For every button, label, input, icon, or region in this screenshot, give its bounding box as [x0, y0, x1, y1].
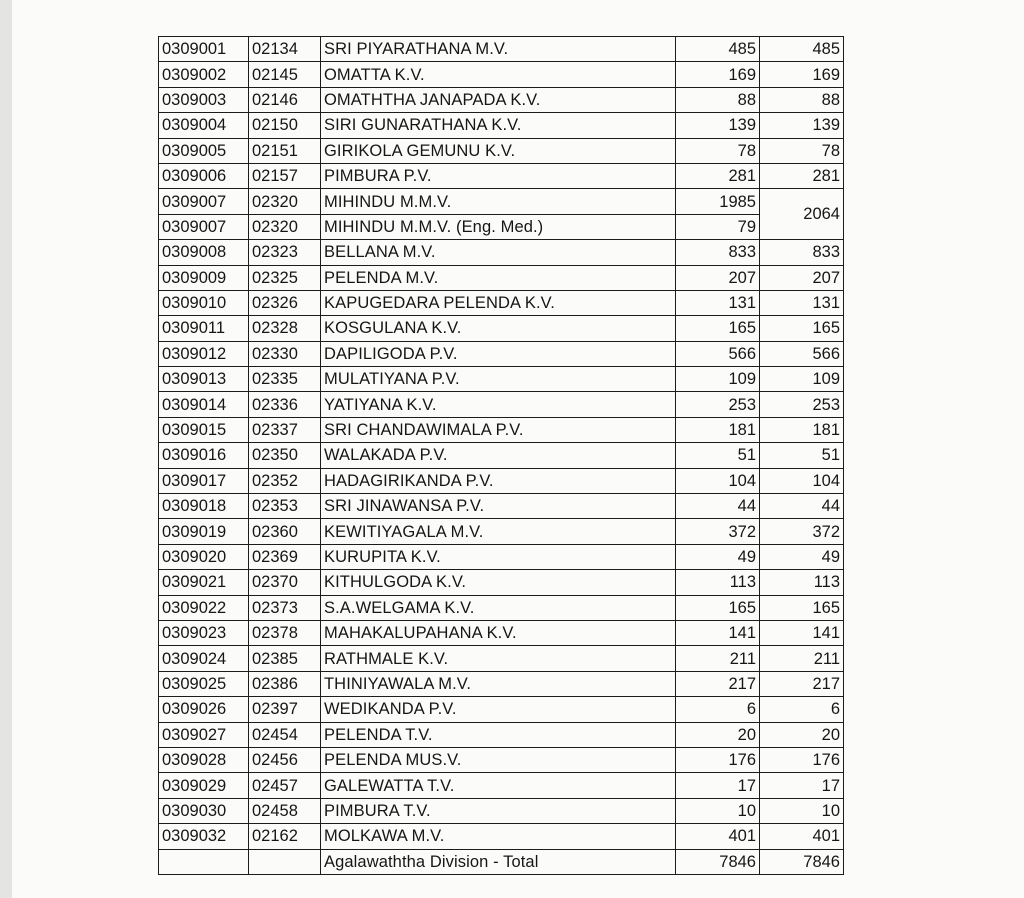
school-name-cell: MIHINDU M.M.V. — [321, 189, 676, 214]
school-name-cell: SRI CHANDAWIMALA P.V. — [321, 417, 676, 442]
table-row — [159, 697, 844, 722]
table-row — [159, 595, 844, 620]
student-count-cell: 109 — [676, 367, 760, 392]
census-no-cell: 0309030 — [159, 798, 249, 823]
census-no-cell: 0309002 — [159, 62, 249, 87]
school-name-cell: PIMBURA P.V. — [321, 163, 676, 188]
school-code-cell: 02336 — [249, 392, 321, 417]
total-count-cell: 113 — [760, 570, 844, 595]
school-name-cell: OMATTA K.V. — [321, 62, 676, 87]
total-count-cell: 20 — [760, 722, 844, 747]
student-count-cell: 139 — [676, 113, 760, 138]
school-code-cell: 02454 — [249, 722, 321, 747]
school-code-cell: 02369 — [249, 544, 321, 569]
school-name-cell: KAPUGEDARA PELENDA K.V. — [321, 290, 676, 315]
census-no-cell: 0309011 — [159, 316, 249, 341]
total-count-cell: 372 — [760, 519, 844, 544]
census-no-cell: 0309026 — [159, 697, 249, 722]
school-code-cell: 02145 — [249, 62, 321, 87]
school-name-cell: KURUPITA K.V. — [321, 544, 676, 569]
student-count-cell: 49 — [676, 544, 760, 569]
school-code-cell: 02397 — [249, 697, 321, 722]
student-count-cell: 20 — [676, 722, 760, 747]
student-count-cell: 833 — [676, 240, 760, 265]
school-code-cell: 02326 — [249, 290, 321, 315]
school-name-cell: HADAGIRIKANDA P.V. — [321, 468, 676, 493]
census-no-cell: 0309029 — [159, 773, 249, 798]
school-code-cell — [249, 849, 321, 874]
school-name-cell: MOLKAWA M.V. — [321, 824, 676, 849]
census-no-cell: 0309001 — [159, 37, 249, 62]
census-no-cell: 0309023 — [159, 620, 249, 645]
census-no-cell: 0309012 — [159, 341, 249, 366]
census-no-cell: 0309025 — [159, 671, 249, 696]
student-count-cell: 485 — [676, 37, 760, 62]
census-no-cell: 0309022 — [159, 595, 249, 620]
census-no-cell: 0309032 — [159, 824, 249, 849]
school-name-cell: KITHULGODA K.V. — [321, 570, 676, 595]
school-name-cell: RATHMALE K.V. — [321, 646, 676, 671]
division-total-row — [159, 849, 844, 874]
table-row — [159, 138, 844, 163]
division-students-total: 7846 — [676, 849, 760, 874]
census-no-cell: 0309021 — [159, 570, 249, 595]
total-count-cell: 176 — [760, 747, 844, 772]
school-code-cell: 02353 — [249, 494, 321, 519]
school-name-cell: BELLANA M.V. — [321, 240, 676, 265]
total-count-cell: 44 — [760, 494, 844, 519]
census-no-cell: 0309006 — [159, 163, 249, 188]
census-no-cell: 0309020 — [159, 544, 249, 569]
school-name-cell: MAHAKALUPAHANA K.V. — [321, 620, 676, 645]
total-count-cell: 141 — [760, 620, 844, 645]
table-row — [159, 87, 844, 112]
school-code-cell: 02458 — [249, 798, 321, 823]
census-no-cell: 0309009 — [159, 265, 249, 290]
student-count-cell: 141 — [676, 620, 760, 645]
school-name-cell: DAPILIGODA P.V. — [321, 341, 676, 366]
table-row — [159, 570, 844, 595]
school-code-cell: 02385 — [249, 646, 321, 671]
division-total-label: Agalawaththa Division - Total — [321, 849, 676, 874]
school-code-cell: 02328 — [249, 316, 321, 341]
student-count-cell: 6 — [676, 697, 760, 722]
school-name-cell: KEWITIYAGALA M.V. — [321, 519, 676, 544]
student-count-cell: 207 — [676, 265, 760, 290]
census-no-cell: 0309013 — [159, 367, 249, 392]
school-code-cell: 02330 — [249, 341, 321, 366]
census-no-cell: 0309007 — [159, 214, 249, 239]
total-count-cell: 566 — [760, 341, 844, 366]
division-grand-total: 7846 — [760, 849, 844, 874]
school-code-cell: 02352 — [249, 468, 321, 493]
table-row — [159, 798, 844, 823]
school-name-cell: WALAKADA P.V. — [321, 443, 676, 468]
school-code-cell: 02320 — [249, 214, 321, 239]
student-count-cell: 211 — [676, 646, 760, 671]
table-row — [159, 747, 844, 772]
school-name-cell: PELENDA MUS.V. — [321, 747, 676, 772]
total-count-cell: 17 — [760, 773, 844, 798]
table-row — [159, 341, 844, 366]
total-count-cell: 207 — [760, 265, 844, 290]
student-count-cell: 10 — [676, 798, 760, 823]
table-row — [159, 646, 844, 671]
census-no-cell: 0309019 — [159, 519, 249, 544]
school-code-cell: 02457 — [249, 773, 321, 798]
school-code-cell: 02350 — [249, 443, 321, 468]
census-no-cell: 0309005 — [159, 138, 249, 163]
total-count-cell: 281 — [760, 163, 844, 188]
student-count-cell: 401 — [676, 824, 760, 849]
census-no-cell: 0309003 — [159, 87, 249, 112]
student-count-cell: 165 — [676, 316, 760, 341]
total-count-cell: 169 — [760, 62, 844, 87]
total-count-cell: 51 — [760, 443, 844, 468]
student-count-cell: 281 — [676, 163, 760, 188]
table-row — [159, 417, 844, 442]
left-edge-strip — [0, 0, 12, 898]
table-row — [159, 113, 844, 138]
student-count-cell: 44 — [676, 494, 760, 519]
table-row — [159, 240, 844, 265]
school-name-cell: OMATHTHA JANAPADA K.V. — [321, 87, 676, 112]
school-name-cell: WEDIKANDA P.V. — [321, 697, 676, 722]
table-row — [159, 62, 844, 87]
school-name-cell: PIMBURA T.V. — [321, 798, 676, 823]
total-count-cell: 401 — [760, 824, 844, 849]
student-count-cell: 566 — [676, 341, 760, 366]
total-count-cell: 165 — [760, 316, 844, 341]
student-count-cell: 372 — [676, 519, 760, 544]
table-row — [159, 824, 844, 849]
school-name-cell: S.A.WELGAMA K.V. — [321, 595, 676, 620]
school-name-cell: SRI PIYARATHANA M.V. — [321, 37, 676, 62]
student-count-cell: 1985 — [676, 189, 760, 214]
student-count-cell: 217 — [676, 671, 760, 696]
table-row — [159, 265, 844, 290]
total-count-cell: 165 — [760, 595, 844, 620]
student-count-cell: 104 — [676, 468, 760, 493]
table-row — [159, 37, 844, 62]
table-row — [159, 620, 844, 645]
student-count-cell: 88 — [676, 87, 760, 112]
student-count-cell: 51 — [676, 443, 760, 468]
table-row — [159, 392, 844, 417]
school-code-cell: 02151 — [249, 138, 321, 163]
school-name-cell: KOSGULANA K.V. — [321, 316, 676, 341]
total-count-cell: 88 — [760, 87, 844, 112]
table-row — [159, 494, 844, 519]
school-code-cell: 02373 — [249, 595, 321, 620]
student-count-cell: 169 — [676, 62, 760, 87]
school-code-cell: 02325 — [249, 265, 321, 290]
total-count-cell: 217 — [760, 671, 844, 696]
table-row — [159, 773, 844, 798]
student-count-cell: 181 — [676, 417, 760, 442]
census-no-cell — [159, 849, 249, 874]
total-count-cell: 49 — [760, 544, 844, 569]
total-count-cell: 253 — [760, 392, 844, 417]
school-name-cell: YATIYANA K.V. — [321, 392, 676, 417]
table-row — [159, 163, 844, 188]
school-name-cell: GALEWATTA T.V. — [321, 773, 676, 798]
school-code-cell: 02150 — [249, 113, 321, 138]
school-code-cell: 02157 — [249, 163, 321, 188]
school-code-cell: 02162 — [249, 824, 321, 849]
census-no-cell: 0309004 — [159, 113, 249, 138]
school-code-cell: 02370 — [249, 570, 321, 595]
school-name-cell: SRI JINAWANSA P.V. — [321, 494, 676, 519]
table-row — [159, 214, 844, 239]
table-row — [159, 468, 844, 493]
census-no-cell: 0309017 — [159, 468, 249, 493]
total-count-cell: 485 — [760, 37, 844, 62]
table-row — [159, 544, 844, 569]
school-code-cell: 02335 — [249, 367, 321, 392]
total-count-cell: 6 — [760, 697, 844, 722]
census-no-cell: 0309007 — [159, 189, 249, 214]
school-code-cell: 02378 — [249, 620, 321, 645]
total-count-cell: 131 — [760, 290, 844, 315]
school-code-cell: 02386 — [249, 671, 321, 696]
table-row — [159, 316, 844, 341]
census-no-cell: 0309018 — [159, 494, 249, 519]
school-code-cell: 02323 — [249, 240, 321, 265]
total-count-cell: 211 — [760, 646, 844, 671]
table-row — [159, 367, 844, 392]
school-code-cell: 02456 — [249, 747, 321, 772]
census-no-cell: 0309014 — [159, 392, 249, 417]
total-count-cell: 139 — [760, 113, 844, 138]
census-no-cell: 0309010 — [159, 290, 249, 315]
school-name-cell: GIRIKOLA GEMUNU K.V. — [321, 138, 676, 163]
census-no-cell: 0309015 — [159, 417, 249, 442]
student-count-cell: 79 — [676, 214, 760, 239]
census-no-cell: 0309024 — [159, 646, 249, 671]
total-count-cell: 181 — [760, 417, 844, 442]
student-count-cell: 113 — [676, 570, 760, 595]
table-row — [159, 722, 844, 747]
school-name-cell: MULATIYANA P.V. — [321, 367, 676, 392]
total-count-cell: 10 — [760, 798, 844, 823]
school-code-cell: 02146 — [249, 87, 321, 112]
school-code-cell: 02320 — [249, 189, 321, 214]
total-count-cell: 78 — [760, 138, 844, 163]
total-count-cell: 833 — [760, 240, 844, 265]
student-count-cell: 131 — [676, 290, 760, 315]
total-count-cell: 2064 — [760, 189, 844, 240]
table-row — [159, 671, 844, 696]
student-count-cell: 78 — [676, 138, 760, 163]
school-name-cell: MIHINDU M.M.V. (Eng. Med.) — [321, 214, 676, 239]
total-count-cell: 104 — [760, 468, 844, 493]
school-code-cell: 02337 — [249, 417, 321, 442]
school-code-cell: 02134 — [249, 37, 321, 62]
census-no-cell: 0309028 — [159, 747, 249, 772]
table-row — [159, 443, 844, 468]
total-count-cell: 109 — [760, 367, 844, 392]
school-table — [158, 36, 844, 875]
table-row — [159, 290, 844, 315]
school-name-cell: SIRI GUNARATHANA K.V. — [321, 113, 676, 138]
table-row — [159, 189, 844, 214]
school-name-cell: THINIYAWALA M.V. — [321, 671, 676, 696]
school-name-cell: PELENDA T.V. — [321, 722, 676, 747]
school-code-cell: 02360 — [249, 519, 321, 544]
table-row — [159, 519, 844, 544]
student-count-cell: 165 — [676, 595, 760, 620]
census-no-cell: 0309008 — [159, 240, 249, 265]
census-no-cell: 0309016 — [159, 443, 249, 468]
census-no-cell: 0309027 — [159, 722, 249, 747]
student-count-cell: 176 — [676, 747, 760, 772]
student-count-cell: 253 — [676, 392, 760, 417]
school-name-cell: PELENDA M.V. — [321, 265, 676, 290]
student-count-cell: 17 — [676, 773, 760, 798]
school-table-body — [159, 37, 844, 875]
